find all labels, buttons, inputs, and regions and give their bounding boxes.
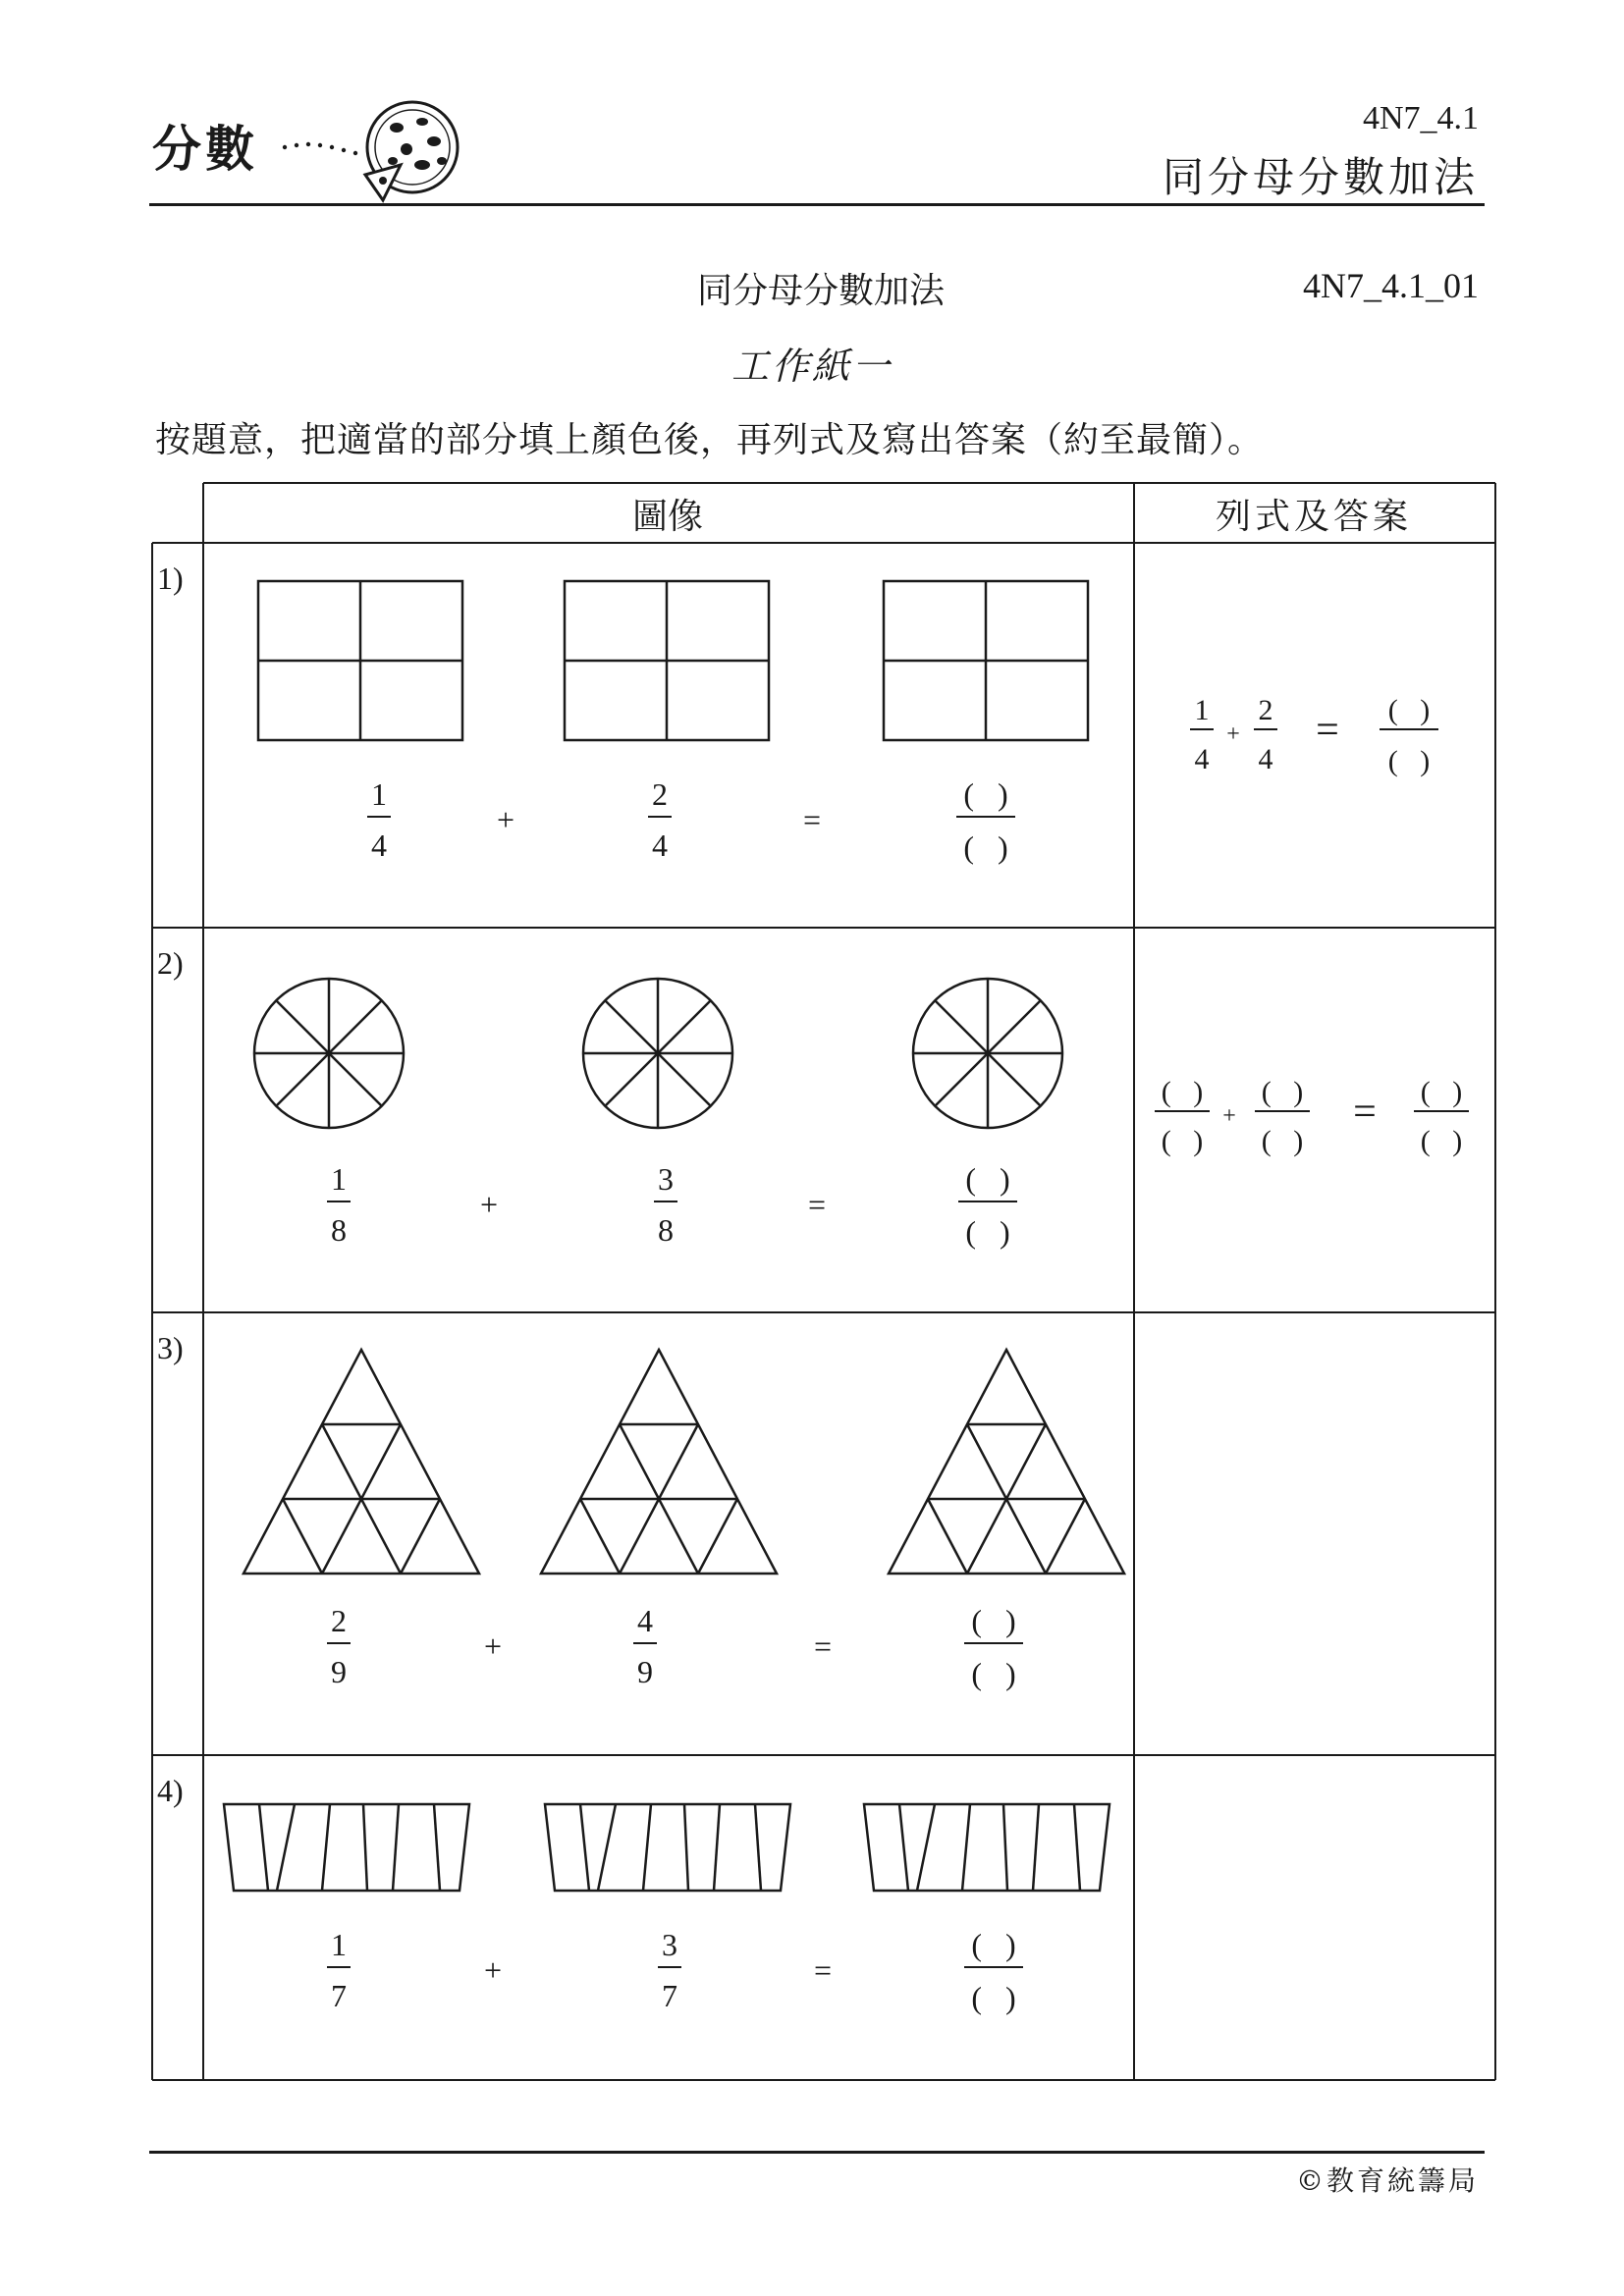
answer-cell-3[interactable]: [1135, 1313, 1494, 1754]
circle-eighths-1[interactable]: [254, 979, 404, 1128]
footer-divider: [149, 2151, 1485, 2154]
answer-2-blank2-numerator[interactable]: ( ): [1261, 1076, 1304, 1108]
answer-1-blank-denominator[interactable]: ( ): [1387, 745, 1431, 777]
answer-1-equals: =: [1316, 708, 1339, 753]
fraction-4-2-denominator: 7: [662, 1978, 677, 2013]
answer-1-term2-numerator: 2: [1258, 694, 1273, 726]
answer-1-term2-denominator: 4: [1258, 743, 1273, 775]
blank-denominator-1[interactable]: ( ): [963, 829, 1008, 865]
fraction-4-2-numerator: 3: [662, 1927, 677, 1962]
blank-numerator-4[interactable]: ( ): [971, 1927, 1016, 1962]
answer-2-plus: +: [1222, 1103, 1236, 1129]
fraction-2-1-denominator: 8: [331, 1212, 347, 1248]
fraction-2-2-numerator: 3: [658, 1161, 674, 1197]
triangle-ninths-2[interactable]: [541, 1350, 777, 1574]
column-header-image: 圖像: [631, 497, 704, 536]
blank-denominator-2[interactable]: ( ): [965, 1214, 1010, 1250]
rectangle-quarters-1[interactable]: [258, 581, 462, 740]
blank-numerator-3[interactable]: ( ): [971, 1603, 1016, 1638]
answer-2-blank3-numerator[interactable]: ( ): [1420, 1076, 1463, 1108]
fraction-3-1-numerator: 2: [331, 1603, 347, 1638]
fraction-2-2-denominator: 8: [658, 1212, 674, 1248]
triangle-ninths-3[interactable]: [889, 1350, 1124, 1574]
worksheet-code: 4N7_4.1_01: [1303, 266, 1479, 305]
rectangle-quarters-2[interactable]: [565, 581, 769, 740]
answer-2-blank1-numerator[interactable]: ( ): [1161, 1076, 1204, 1108]
brand-title: 分數: [152, 120, 258, 178]
fraction-3-1-denominator: 9: [331, 1654, 347, 1689]
answer-2-blank1-denominator[interactable]: ( ): [1161, 1125, 1204, 1157]
plus-sign-3: +: [483, 1629, 503, 1664]
trapezoid-sevenths-1[interactable]: [224, 1804, 469, 1891]
header-code: 4N7_4.1: [1362, 100, 1479, 136]
blank-denominator-3[interactable]: ( ): [971, 1656, 1016, 1691]
answer-2-equals: =: [1353, 1090, 1377, 1135]
worksheet-subtitle: 工作紙一: [731, 345, 893, 388]
answer-1-term1-numerator: 1: [1194, 694, 1210, 726]
fraction-2-1-numerator: 1: [331, 1161, 347, 1197]
row-label-1: 1): [157, 561, 184, 596]
equals-sign-1: =: [802, 802, 822, 837]
equals-sign-3: =: [813, 1629, 833, 1664]
column-header-answer: 列式及答案: [1215, 497, 1413, 536]
fraction-1-2-denominator: 4: [652, 828, 668, 863]
fraction-1-2-numerator: 2: [652, 776, 668, 812]
fraction-3-2-denominator: 9: [637, 1654, 653, 1689]
circle-eighths-2[interactable]: [583, 979, 732, 1128]
copyright-text: ©教育統籌局: [1295, 2164, 1479, 2197]
worksheet-title: 同分母分數加法: [697, 271, 946, 311]
fraction-4-1-denominator: 7: [331, 1978, 347, 2013]
fraction-1-1-denominator: 4: [371, 828, 387, 863]
row-label-4: 4): [157, 1773, 184, 1808]
answer-1-blank-numerator[interactable]: ( ): [1387, 694, 1431, 726]
trapezoid-sevenths-3[interactable]: [864, 1804, 1110, 1891]
answer-1-plus: +: [1226, 721, 1240, 747]
fraction-4-1-numerator: 1: [331, 1927, 347, 1962]
plus-sign-2: +: [479, 1187, 499, 1222]
row-label-2: 2): [157, 945, 184, 981]
blank-numerator-2[interactable]: ( ): [965, 1161, 1010, 1197]
blank-numerator-1[interactable]: ( ): [963, 776, 1008, 812]
plus-sign-1: +: [496, 802, 515, 837]
circle-eighths-3[interactable]: [913, 979, 1062, 1128]
triangle-ninths-1[interactable]: [244, 1350, 479, 1574]
answer-2-blank2-denominator[interactable]: ( ): [1261, 1125, 1304, 1157]
answer-1-term1-denominator: 4: [1194, 743, 1210, 775]
answer-cell-4[interactable]: [1135, 1756, 1494, 2079]
fraction-3-2-numerator: 4: [637, 1603, 653, 1638]
row-label-3: 3): [157, 1330, 184, 1365]
rectangle-quarters-3[interactable]: [884, 581, 1088, 740]
blank-denominator-4[interactable]: ( ): [971, 1980, 1016, 2015]
answer-2-blank3-denominator[interactable]: ( ): [1420, 1125, 1463, 1157]
header-topic: 同分母分數加法: [1162, 153, 1479, 201]
equals-sign-4: =: [813, 1952, 833, 1988]
plus-sign-4: +: [483, 1952, 503, 1988]
instruction-text: 按題意，把適當的部分填上顏色後，再列式及寫出答案（約至最簡）。: [155, 420, 1265, 460]
trapezoid-sevenths-2[interactable]: [545, 1804, 790, 1891]
fraction-1-1-numerator: 1: [371, 776, 387, 812]
equals-sign-2: =: [807, 1187, 827, 1222]
